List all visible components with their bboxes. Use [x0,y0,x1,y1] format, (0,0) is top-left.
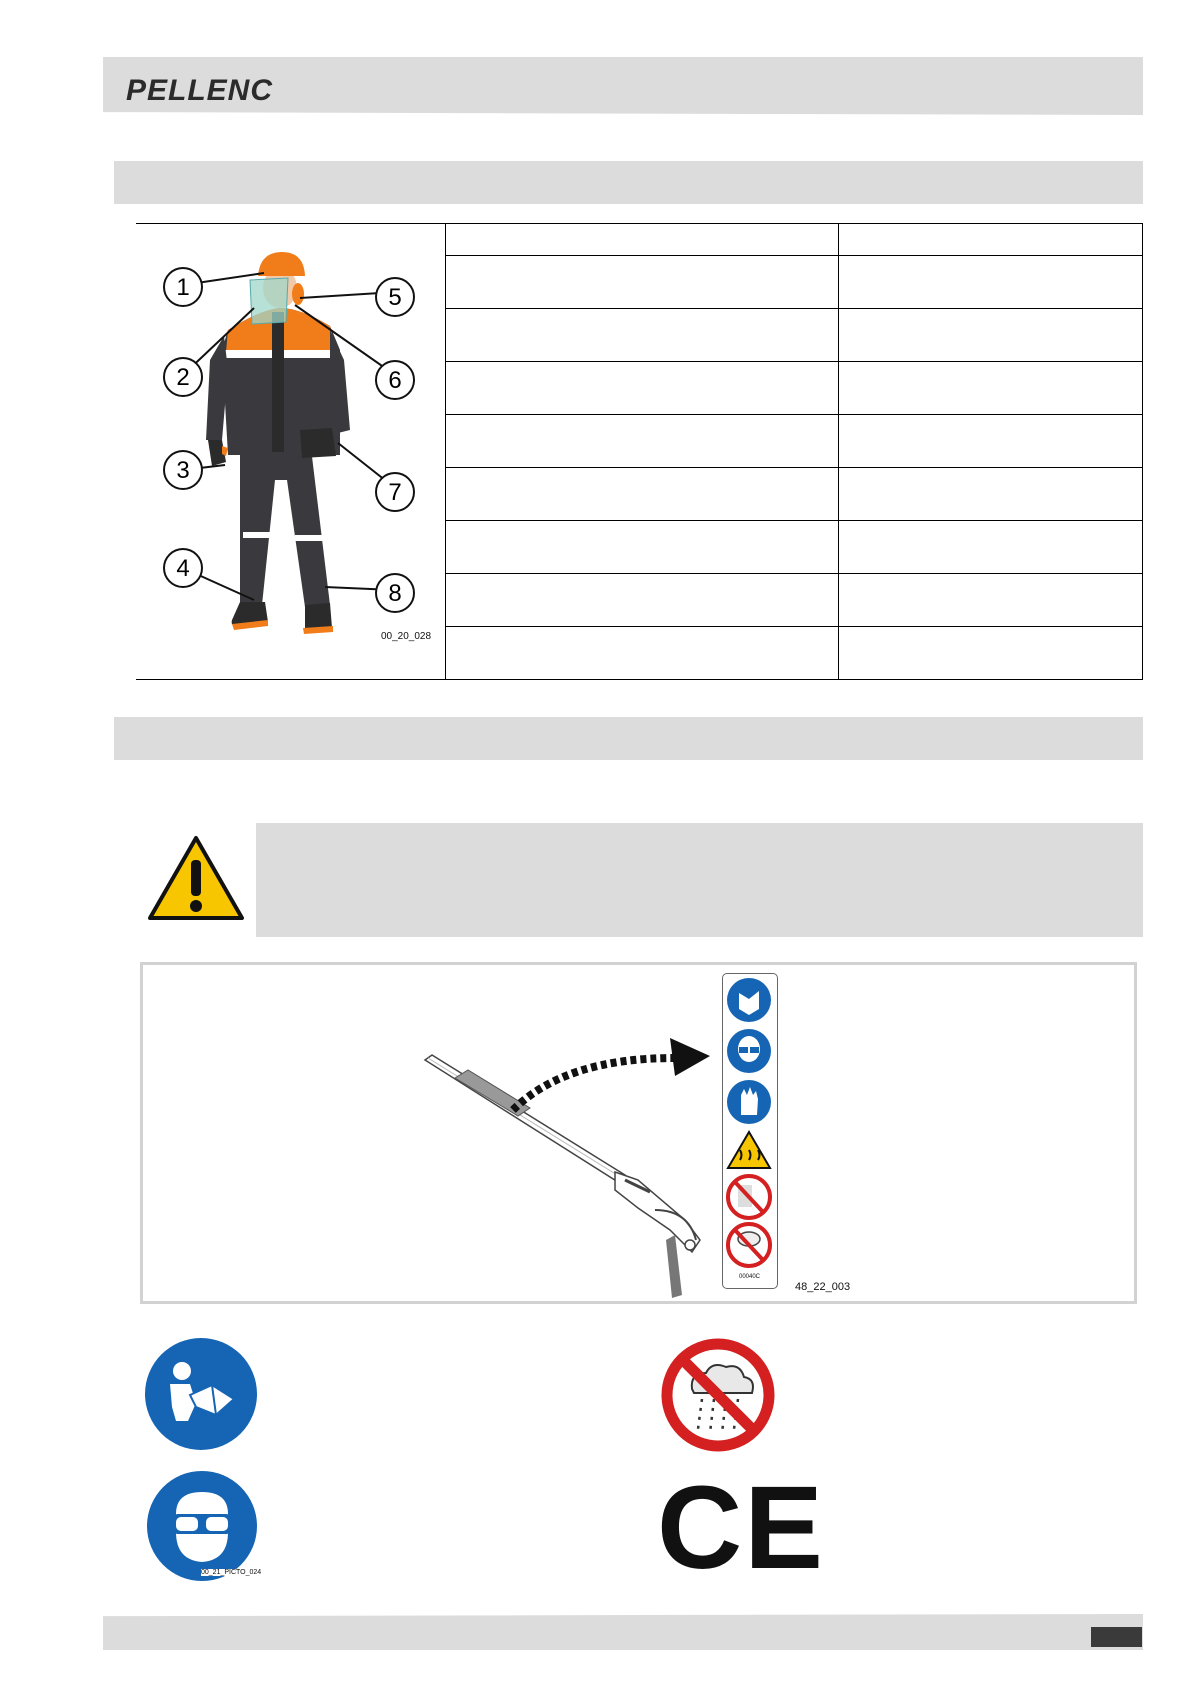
callout-label: 6 [388,367,402,394]
callout-label: 4 [176,555,190,582]
warning-triangle-icon [146,834,246,922]
callout-label: 5 [388,284,402,311]
brand-logo: PELLENC [126,74,274,107]
ppe-table-divider-1 [445,223,446,680]
callout-label: 1 [176,274,190,301]
ppe-table-divider-2 [838,223,839,680]
ce-mark: CE [657,1462,825,1594]
ppe-table-row-line [445,626,1143,627]
sticker-ref: 00040C [739,1274,761,1280]
ppe-table-top [136,223,1143,224]
read-manual-icon [144,1337,258,1451]
ppe-table-right [1142,223,1143,680]
callout-label: 7 [388,479,402,506]
callout-label: 2 [176,364,190,391]
decal-figure-ref: 48_22_003 [795,1281,851,1293]
ppe-figure-ref: 00_20_028 [381,631,432,642]
ppe-table-row-line [445,573,1143,574]
callout-label: 8 [388,580,402,607]
page-number-box [1091,1627,1142,1647]
callout-label: 3 [176,457,190,484]
ppe-callouts [150,250,430,630]
ppe-table-row-line [445,361,1143,362]
ppe-table-row-line [445,467,1143,468]
sticker-pictograms [722,975,776,1287]
ppe-table-row-line [445,308,1143,309]
ppe-table-bottom [136,679,1143,680]
no-rain-icon [660,1337,776,1453]
eye-protection-icon [146,1470,258,1582]
footer-band [103,1614,1143,1650]
ppe-table-row-line [445,255,1143,256]
section-bar-ppe [114,161,1143,204]
pointer-arrow [505,1028,715,1118]
warning-box [256,823,1143,937]
ppe-table-row-line [445,520,1143,521]
ppe-table-row-line [445,414,1143,415]
section-bar-decals [114,717,1143,760]
goggles-ref: 00_21_PICTO_024 [201,1569,262,1576]
